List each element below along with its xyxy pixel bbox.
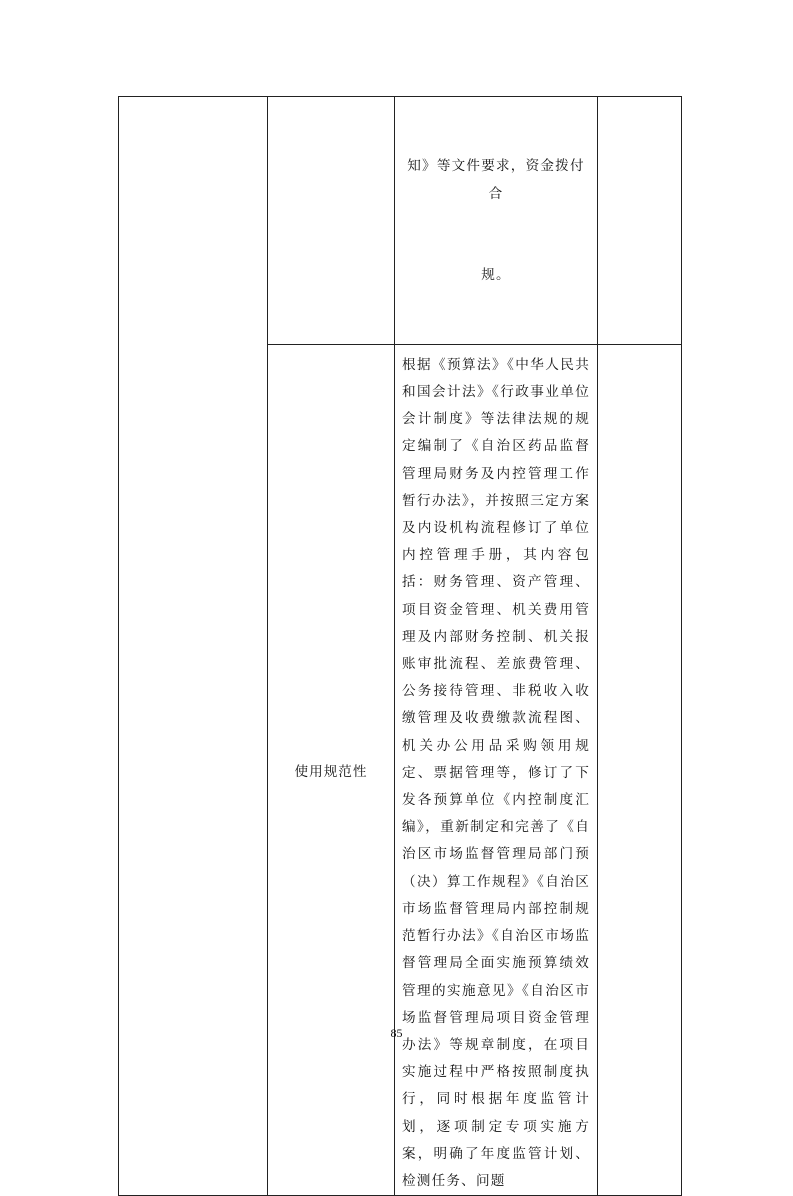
detail-line: 知》等文件要求，资金拨付合: [407, 158, 585, 202]
table-row-continued: [119, 97, 682, 345]
indicator-cell: [268, 344, 395, 1195]
indicator-cell-continued: [268, 97, 395, 345]
page-number: 85: [390, 1026, 403, 1040]
detail-line: 规。: [481, 267, 511, 284]
detail-text-continued: [395, 97, 597, 344]
detail-cell-continued: [395, 97, 598, 345]
detail-cell: [395, 344, 598, 1195]
detail-text: 根据《预算法》《中华人民共和国会计法》《行政事业单位会计制度》等法律法规的规定编制了《自治区药品监督管理局财务及内控管理工作暂行办法》，并按照三定方案及内设机构流程修订了单位内控管理手册，其内容包括：财务管理、资产管理、项目资金管理、机关费用管理及内部财务控制、机关报账审批流程、差旅费管理、公务接待管理、非税收入收缴管理及收费缴款流程图、机关办公用品采购领用规定、票据管理等，修订了下发各预算单位《内控制度汇编》，重新制定和完善了《自治区市场监督管理局部门预（决）算工作规程》《自治区市场监督管理局内部控制规范暂行办法》《自治区市场监督管理局全面实施预算绩效管理的实施意见》《自治区市场监督管理局项目资金管理办法》等规章制度，在项目实施过程中严格按照制度执行，同时根据年度监管计划，逐项制定专项实施方案，明确了年度监管计划、检测任务、问题: [402, 356, 590, 1189]
score-cell-continued: [598, 97, 682, 345]
indicator-label: 使用规范性: [294, 763, 368, 780]
score-cell: [598, 344, 682, 1195]
